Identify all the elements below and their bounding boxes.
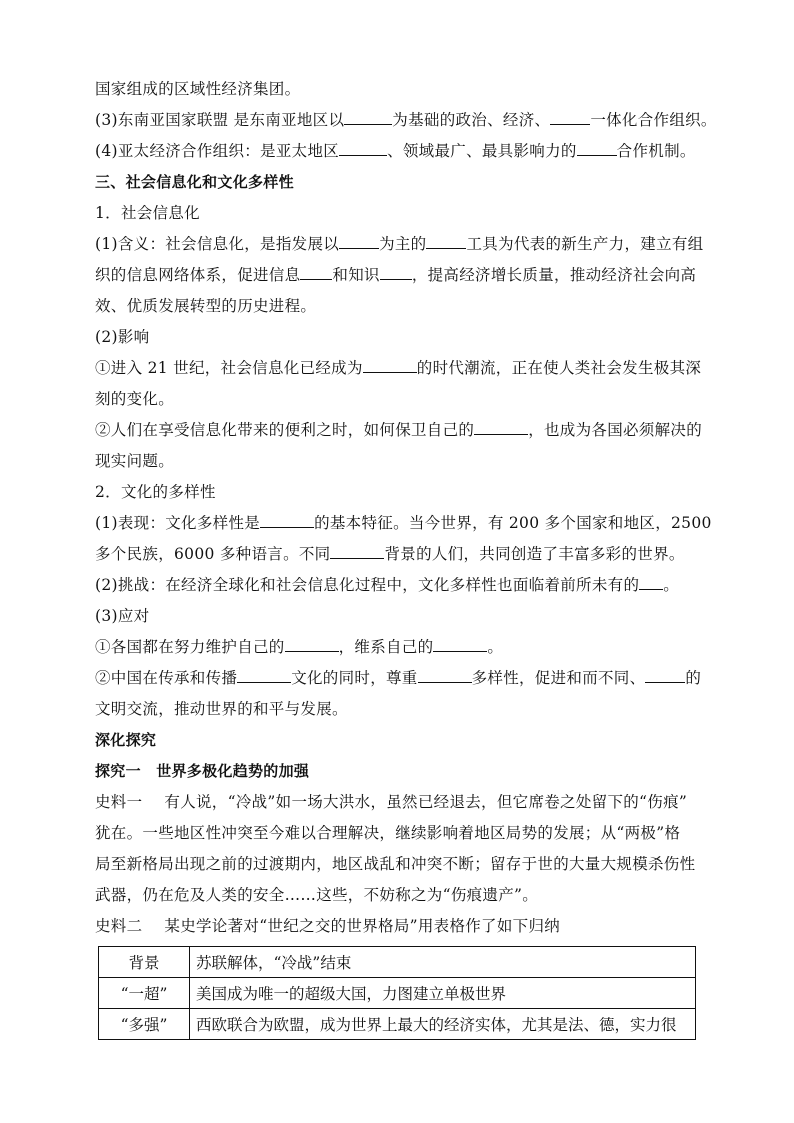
- section-heading: 三、社会信息化和文化多样性: [95, 173, 294, 191]
- table-cell: “多强”: [99, 1009, 190, 1040]
- text: ，也成为各国必须解决的: [528, 421, 703, 439]
- material-label: 史料一: [95, 793, 143, 811]
- fill-blank: [260, 512, 314, 528]
- material-label: 史料二: [95, 917, 143, 935]
- text: (3)东南亚国家联盟 是东南亚地区以: [95, 111, 345, 129]
- text: 背景的人们，共同创造了丰富多彩的世界。: [384, 545, 685, 563]
- text: 、领域最广、最具影响力的: [387, 142, 577, 160]
- text-line: 武器，仍在危及人类的安全……这些，不妨称之为“伤痕遗产”。: [95, 886, 539, 904]
- text: (4)亚太经济合作组织：是亚太地区: [95, 142, 340, 160]
- table-row: [99, 978, 696, 1009]
- text-line: (2)影响: [95, 328, 150, 346]
- table-cell: 苏联解体，“冷战”结束: [190, 947, 696, 978]
- text: 。: [487, 638, 504, 656]
- table-cell: 美国成为唯一的超级大国，力图建立单极世界: [190, 978, 696, 1009]
- section-heading: 探究一 世界多极化趋势的加强: [95, 762, 310, 780]
- fill-blank: [330, 543, 384, 559]
- text: (1)表现：文化多样性是: [95, 514, 261, 532]
- fill-blank: [237, 667, 291, 683]
- fill-blank: [474, 419, 528, 435]
- fill-blank: [645, 667, 685, 683]
- fill-blank: [433, 636, 487, 652]
- table-cell: “一超”: [99, 978, 190, 1009]
- text: 的时代潮流，正在使人类社会发生极其深: [416, 359, 702, 377]
- text-line: 犹在。一些地区性冲突至今难以合理解决，继续影响着地区局势的发展；从“两极”格: [95, 824, 681, 842]
- table-cell: 西欧联合为欧盟，成为世界上最大的经济实体，尤其是法、德，实力很: [190, 1009, 696, 1040]
- text: ②中国在传承和传播: [95, 669, 238, 687]
- text: 有人说，“冷战”如一场大洪水，虽然已经退去，但它席卷之处留下的“伤痕”: [164, 793, 688, 811]
- text: 某史学论著对“世纪之交的世界格局”用表格作了如下归纳: [164, 917, 561, 935]
- text-line: [95, 539, 705, 570]
- section-heading: 深化探究: [95, 731, 157, 749]
- table-cell: 背景: [99, 947, 190, 978]
- text-line: 效、优质发展转型的历史进程。: [95, 297, 317, 315]
- text: (2)挑战：在经济全球化和社会信息化过程中，文化多样性也面临着前所未有的: [95, 576, 640, 594]
- fill-blank: [418, 667, 472, 683]
- text: 织的信息网络体系，促进信息: [95, 266, 301, 284]
- text: ，提高经济增长质量，推动经济社会向高: [411, 266, 697, 284]
- text-line: [95, 136, 705, 167]
- fill-blank: [300, 264, 332, 280]
- text-line: 局至新格局出现之前的过渡期内，地区战乱和冲突不断；留存于世的大量大规模杀伤性: [95, 855, 696, 873]
- subsection-heading: 1．社会信息化: [95, 204, 200, 222]
- text-line: 刻的变化。: [95, 390, 175, 408]
- text-line: [95, 787, 705, 818]
- text: 为主的: [379, 235, 427, 253]
- text: 和知识: [332, 266, 380, 284]
- text: ②人们在享受信息化带来的便利之时，如何保卫自己的: [95, 421, 475, 439]
- text-line: [95, 632, 705, 663]
- text-line: [95, 508, 712, 539]
- text-line: [95, 260, 705, 291]
- table-row: [99, 1009, 696, 1040]
- fill-blank: [285, 636, 339, 652]
- text: ①各国都在努力维护自己的: [95, 638, 285, 656]
- fill-blank: [380, 264, 412, 280]
- fill-blank: [577, 140, 617, 156]
- fill-blank: [339, 233, 379, 249]
- text: 文化的同时，尊重: [291, 669, 418, 687]
- text-line: 文明交流，推动世界的和平与发展。: [95, 700, 348, 718]
- fill-blank: [363, 357, 417, 373]
- text: 多个民族，6000 多种语言。不同: [95, 545, 331, 563]
- fill-blank: [639, 574, 663, 590]
- text: 为基础的政治、经济、: [392, 111, 551, 129]
- text: ①进入 21 世纪，社会信息化已经成为: [95, 359, 363, 377]
- text: 的基本特征。当今世界，有 200 多个国家和地区，2500: [314, 514, 712, 532]
- text-line: [95, 105, 717, 136]
- text-line: [95, 415, 705, 446]
- text: 一体化合作组织。: [590, 111, 717, 129]
- text: 的: [685, 669, 702, 687]
- text: 国家组成的区域性经济集团。: [95, 80, 301, 98]
- text: ，维系自己的: [338, 638, 434, 656]
- fill-blank: [344, 109, 392, 125]
- text-line: [95, 353, 705, 384]
- text: 合作机制。: [616, 142, 696, 160]
- text: 工具为代表的新生产力，建立有组: [466, 235, 704, 253]
- text: 多样性，促进和而不同、: [471, 669, 646, 687]
- text-line: [95, 570, 705, 601]
- text-line: (3)应对: [95, 607, 150, 625]
- table-row: [99, 947, 696, 978]
- text: (1)含义：社会信息化，是指发展以: [95, 235, 340, 253]
- document-body: [95, 74, 717, 942]
- text-line: 现实问题。: [95, 452, 175, 470]
- text-line: [95, 74, 705, 105]
- subsection-heading: 2．文化的多样性: [95, 483, 216, 501]
- fill-blank: [339, 140, 387, 156]
- fill-blank: [426, 233, 466, 249]
- text-line: [95, 229, 705, 260]
- fill-blank: [550, 109, 590, 125]
- text-line: [95, 911, 705, 942]
- summary-table: [98, 946, 696, 1040]
- text-line: [95, 663, 705, 694]
- text: 。: [663, 576, 680, 594]
